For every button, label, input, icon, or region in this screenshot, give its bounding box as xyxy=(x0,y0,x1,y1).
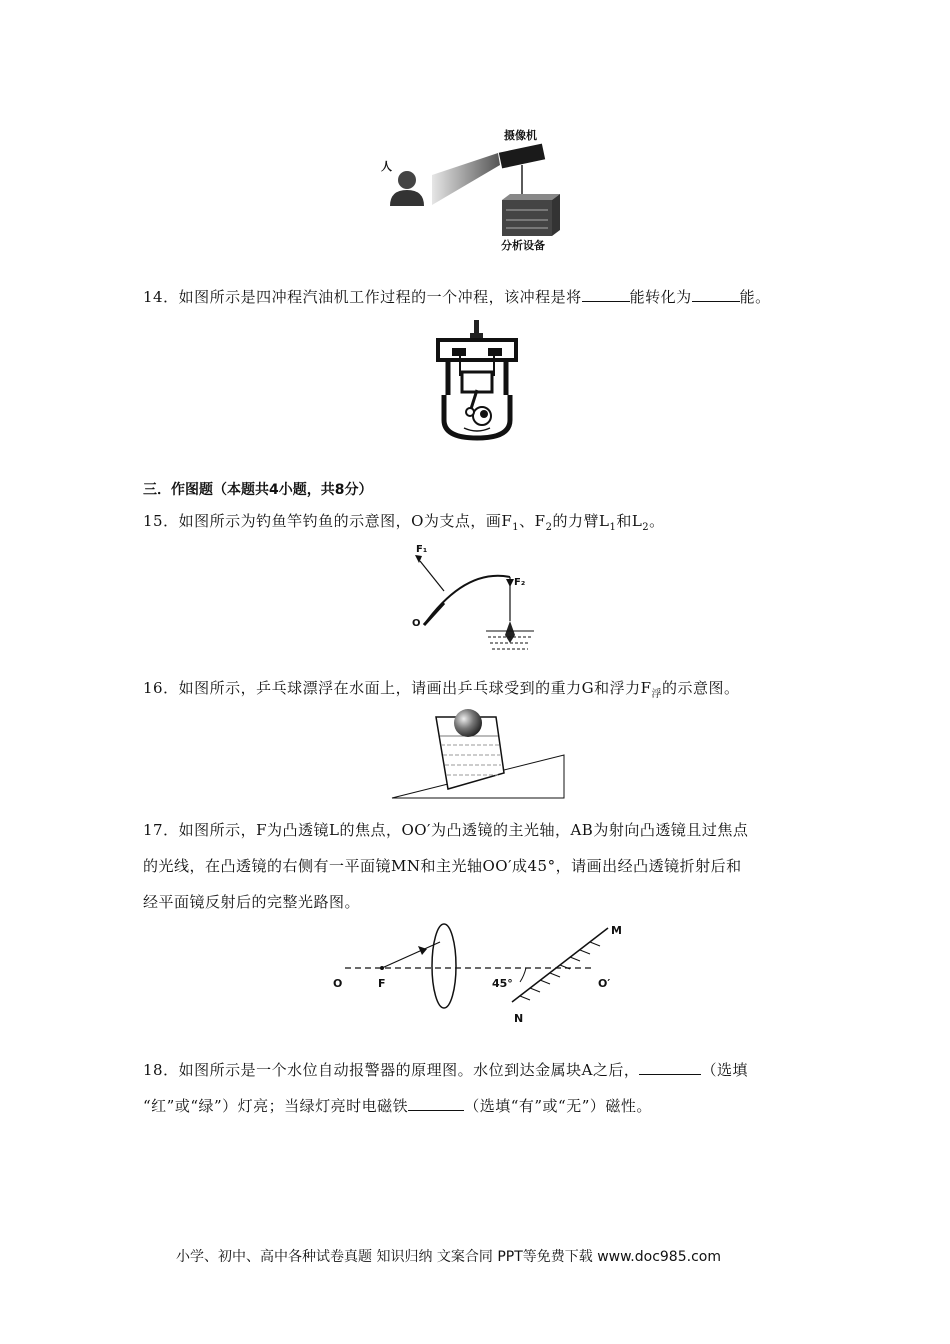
o-left-label: O xyxy=(333,977,343,990)
f-focus-label: F xyxy=(378,977,386,990)
q18-text-d: （选填“有”或“无”）磁性。 xyxy=(464,1097,652,1115)
question-17-line-1: 17．如图所示，F为凸透镜L的焦点，OO′为凸透镜的主光轴，AB为射向凸透镜且过焦点 xyxy=(143,821,749,839)
q14-text-c: 能。 xyxy=(739,288,771,306)
q18-blank-1[interactable] xyxy=(639,1060,701,1075)
q15-sub-3: 1 xyxy=(609,522,617,533)
q15-sub-2: 2 xyxy=(545,522,553,533)
engine-figure xyxy=(432,320,522,442)
question-18-line-1 xyxy=(143,1059,748,1080)
q14-text-a: 14．如图所示是四冲程汽油机工作过程的一个冲程，该冲程是将 xyxy=(143,288,582,306)
question-18-line-2 xyxy=(143,1095,652,1116)
q18-text-c: “红”或“绿”）灯亮；当绿灯亮时电磁铁 xyxy=(143,1097,409,1115)
fishing-rod-figure xyxy=(410,543,540,653)
question-17-line-3: 经平面镜反射后的完整光路图。 xyxy=(143,893,361,911)
q16-text-a: 16．如图所示，乒乓球漂浮在水面上，请画出乒乓球受到的重力G和浮力F xyxy=(143,679,652,697)
q14-blank-1[interactable] xyxy=(582,287,630,302)
q18-text-a: 18．如图所示是一个水位自动报警器的原理图。水位到达金属块A之后， xyxy=(143,1061,640,1079)
question-17-line-2: 的光线，在凸透镜的右侧有一平面镜MN和主光轴OO′成45°，请画出经凸透镜折射后和 xyxy=(143,857,742,875)
device-label: 分析设备 xyxy=(501,239,545,252)
q16-text-b: 的示意图。 xyxy=(661,679,740,697)
q14-blank-2[interactable] xyxy=(692,287,740,302)
f2-label: F₂ xyxy=(514,577,526,588)
o-pivot-label: O xyxy=(412,618,421,629)
question-14 xyxy=(143,286,771,307)
q18-text-b: （选填 xyxy=(701,1061,748,1079)
question-15 xyxy=(143,510,665,533)
q15-text-a: 15．如图所示为钓鱼竿钓鱼的示意图，O为支点，画F xyxy=(143,512,513,530)
camera-label: 摄像机 xyxy=(504,129,537,142)
q15-text-b: 、F xyxy=(519,512,546,530)
q16-sub: 浮 xyxy=(651,689,662,700)
q15-text-c: 的力臂L xyxy=(552,512,610,530)
person-label: 人 xyxy=(381,160,392,173)
q15-sub-4: 2 xyxy=(642,522,650,533)
q18-blank-2[interactable] xyxy=(408,1096,464,1111)
question-16 xyxy=(143,677,740,700)
footer-text: 小学、初中、高中各种试卷真题 知识归纳 文案合同 PPT等免费下载 www.doc985.com xyxy=(176,1249,721,1265)
angle-label: 45° xyxy=(492,977,513,990)
q14-text-b: 能转化为 xyxy=(629,288,692,306)
m-label: M xyxy=(611,924,622,937)
camera-figure xyxy=(370,120,580,255)
n-label: N xyxy=(514,1012,524,1025)
lens-mirror-figure xyxy=(330,920,630,1030)
f1-label: F₁ xyxy=(416,544,428,555)
ping-pong-figure xyxy=(388,703,568,803)
section-3-title: 三．作图题（本题共4小题，共8分） xyxy=(143,482,373,498)
q15-text-d: 和L xyxy=(616,512,643,530)
q15-text-e: 。 xyxy=(649,512,665,530)
o-prime-label: O′ xyxy=(598,977,611,990)
q15-sub-1: 1 xyxy=(512,522,520,533)
